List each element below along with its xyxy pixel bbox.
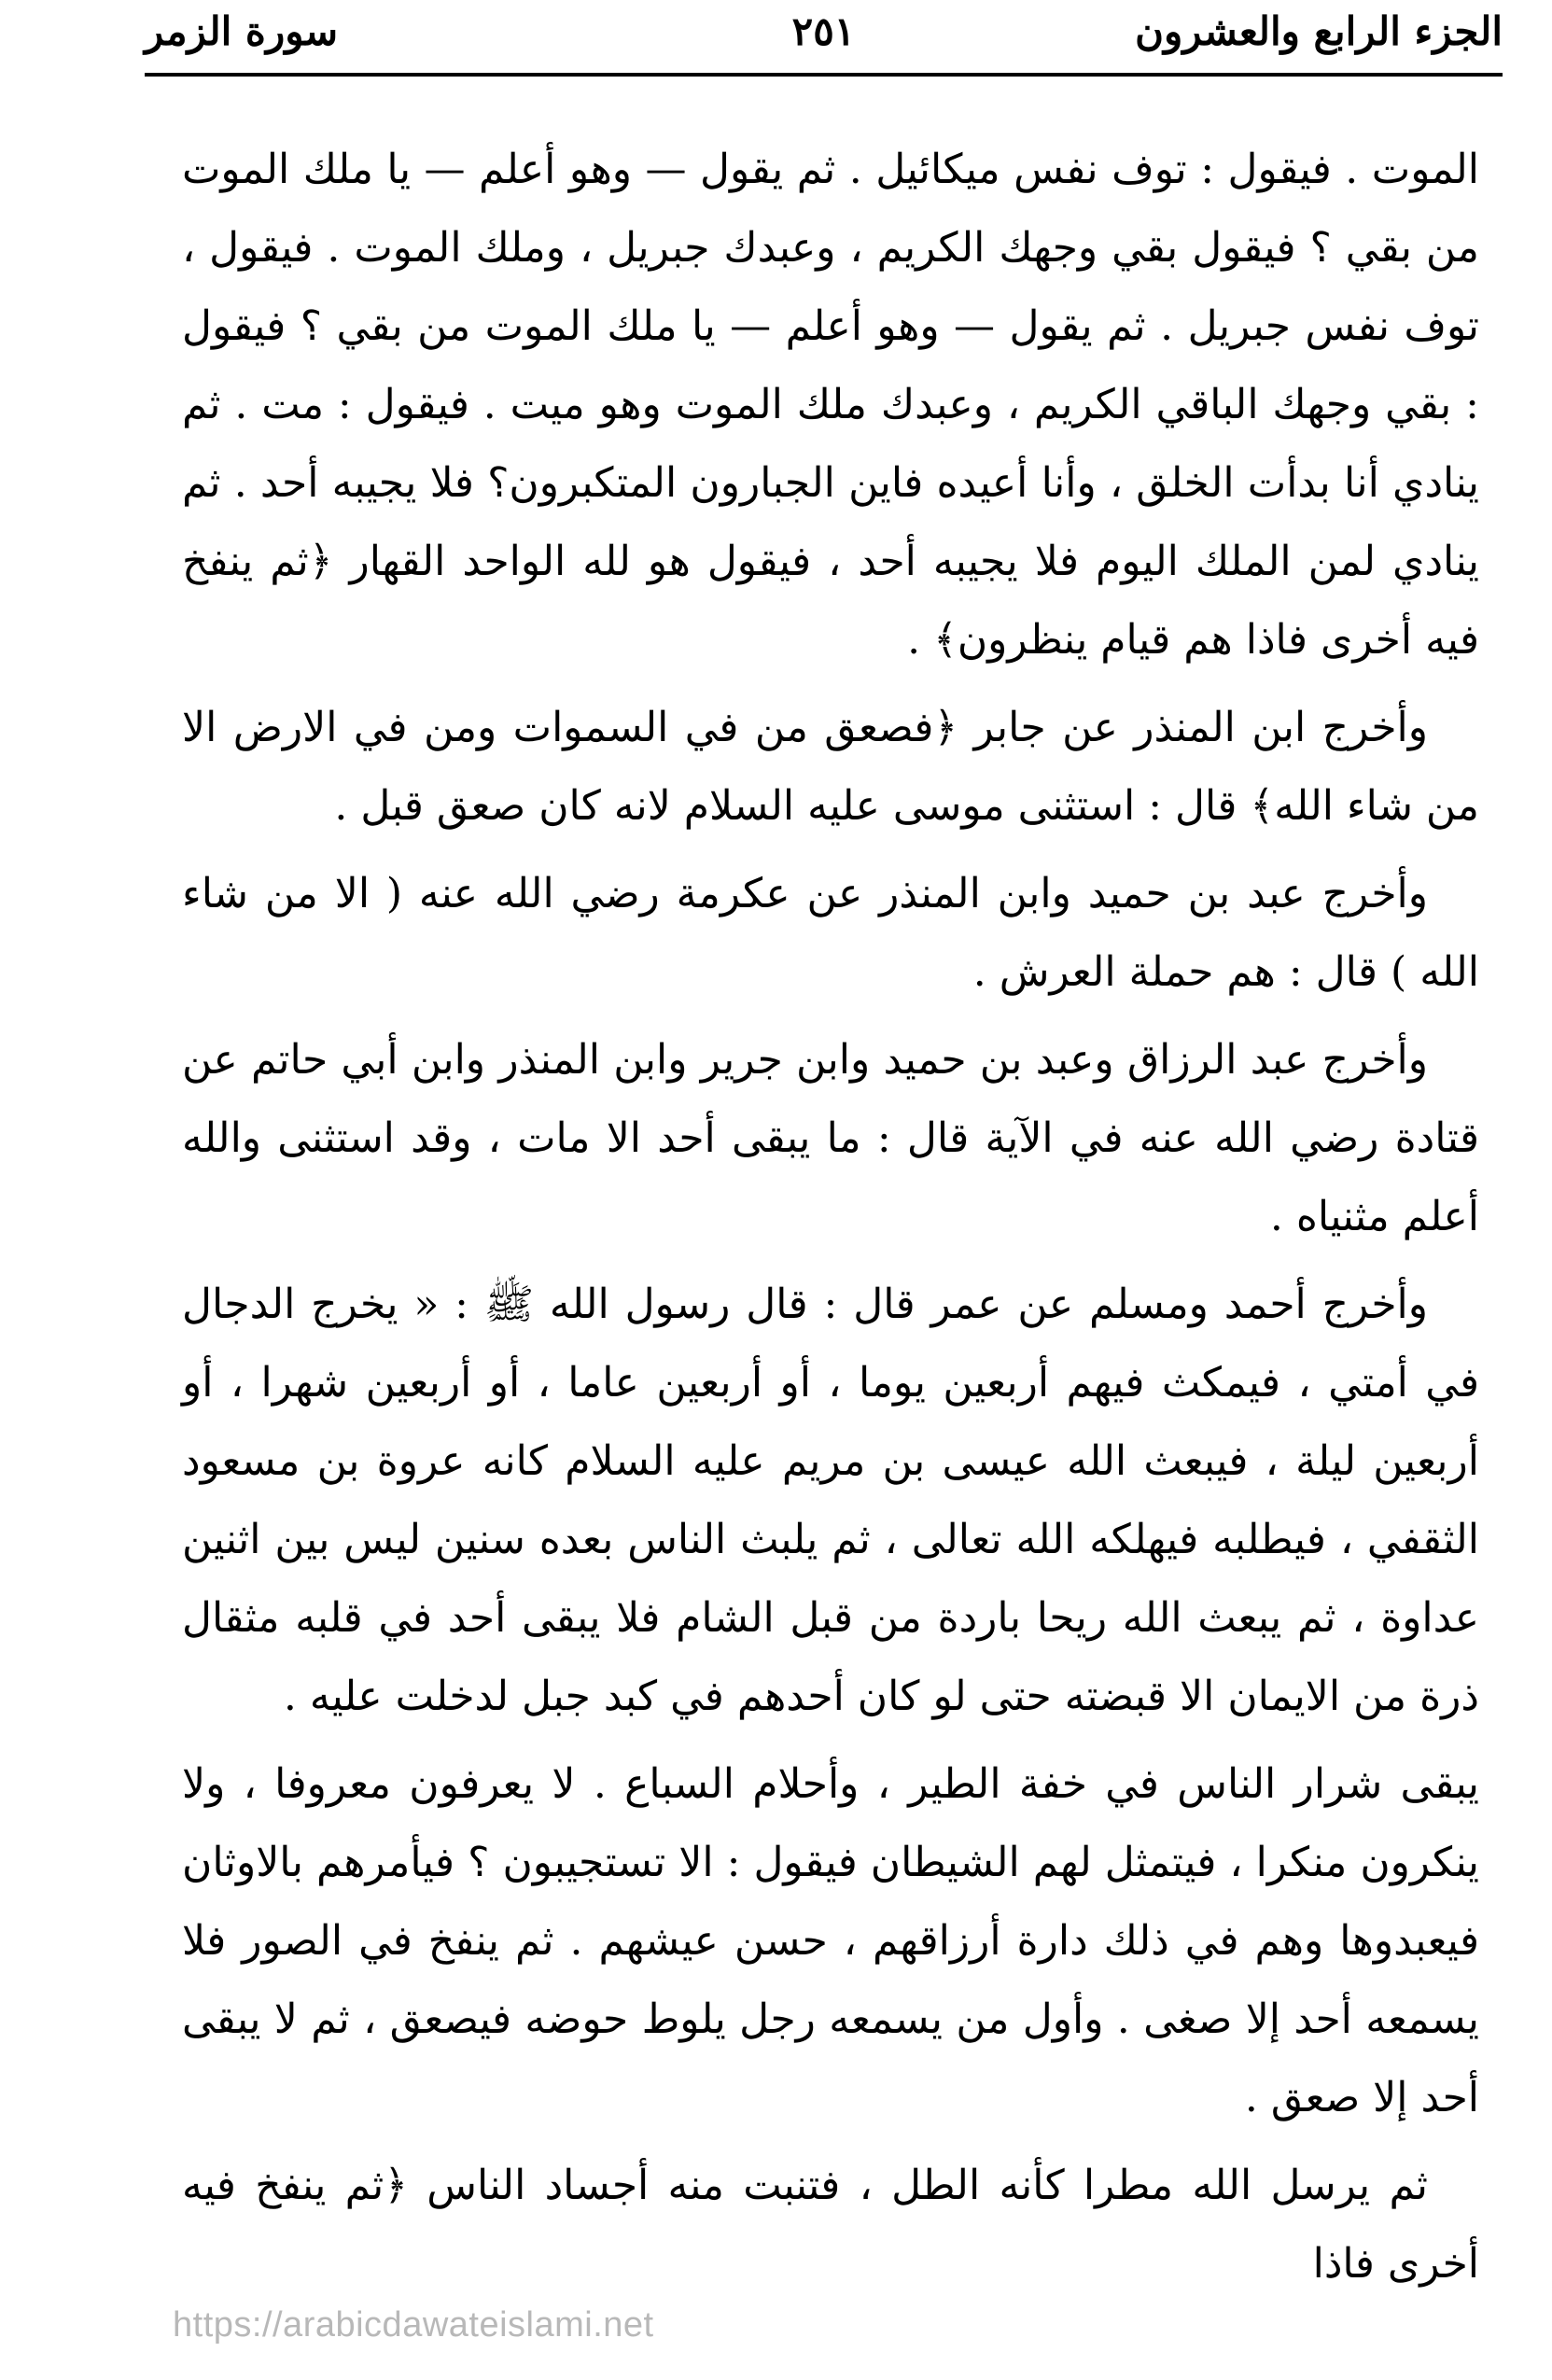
paragraph: وأخرج عبد بن حميد وابن المنذر عن عكرمة رضي الله عنه ( الا من شاء الله ) قال : هم حملة العرش . xyxy=(182,870,1479,996)
paragraph: وأخرج ابن المنذر عن جابر ﴿فصعق من في السموات ومن في الارض الا من شاء الله﴾ قال : استثنى موسى عليه السلام لانه كان صعق قبل . xyxy=(182,704,1479,830)
paragraph: وأخرج أحمد ومسلم عن عمر قال : قال رسول الله ﷺ : « يخرج الدجال في أمتي ، فيمكث فيهم أربعين يوما ، أو أربعين عاما ، أو أربعين شهرا ، أو أربعين ليلة ، فيبعث الله عيسى بن مريم عليه السلام كانه عروة بن مسعود الثقفي ، فيطلبه فيهلكه الله تعالى ، ثم يلبث الناس بعده سنين ليس بين اثنين عداوة ، ثم يبعث الله ريحا باردة من قبل الشام فلا يبقى أحد في قلبه مثقال ذرة من الايمان الا قبضته حتى لو كان أحدهم في كبد جبل لدخلت عليه . xyxy=(182,1281,1479,1720)
paragraph: ثم يرسل الله مطرا كأنه الطل ، فتنبت منه أجساد الناس ﴿ثم ينفخ فيه أخرى فاذا xyxy=(182,2162,1479,2288)
surah-title: سورة الزمر xyxy=(145,8,339,54)
header-divider xyxy=(145,73,1503,77)
page-body xyxy=(182,131,1479,2288)
paragraph: الموت . فيقول : توف نفس ميكائيل . ثم يقول — وهو أعلم — يا ملك الموت من بقي ؟ فيقول بقي وجهك الكريم ، وعبدك جبريل ، وملك الموت . فيقول ، توف نفس جبريل . ثم يقول — وهو أعلم — يا ملك الموت من بقي ؟ فيقول : بقي وجهك الباقي الكريم ، وعبدك ملك الموت وهو ميت . فيقول : مت . ثم ينادي أنا بدأت الخلق ، وأنا أعيده فاين الجبارون المتكبرون؟ فلا يجيبه أحد . ثم ينادي لمن الملك اليوم فلا يجيبه أحد ، فيقول هو لله الواحد القهار ﴿ثم ينفخ فيه أخرى فاذا هم قيام ينظرون﴾ . xyxy=(182,146,1479,664)
page-header xyxy=(145,4,1503,71)
watermark: https://arabicdawateislami.net xyxy=(173,2305,654,2345)
paragraph: وأخرج عبد الرزاق وعبد بن حميد وابن جرير وابن المنذر وابن أبي حاتم عن قتادة رضي الله عنه في الآية قال : ما يبقى أحد الا مات ، وقد استثنى والله أعلم مثنياه . xyxy=(182,1036,1479,1240)
part-title: الجزء الرابع والعشرون xyxy=(1135,8,1503,54)
page-number: ٢٥١ xyxy=(791,8,856,54)
paragraph: يبقى شرار الناس في خفة الطير ، وأحلام السباع . لا يعرفون معروفا ، ولا ينكرون منكرا ، فيتمثل لهم الشيطان فيقول : الا تستجيبون ؟ فيأمرهم بالاوثان فيعبدوها وهم في ذلك دارة أرزاقهم ، حسن عيشهم . ثم ينفخ في الصور فلا يسمعه أحد إلا صغى . وأول من يسمعه رجل يلوط حوضه فيصعق ، ثم لا يبقى أحد إلا صعق . xyxy=(182,1760,1479,2121)
